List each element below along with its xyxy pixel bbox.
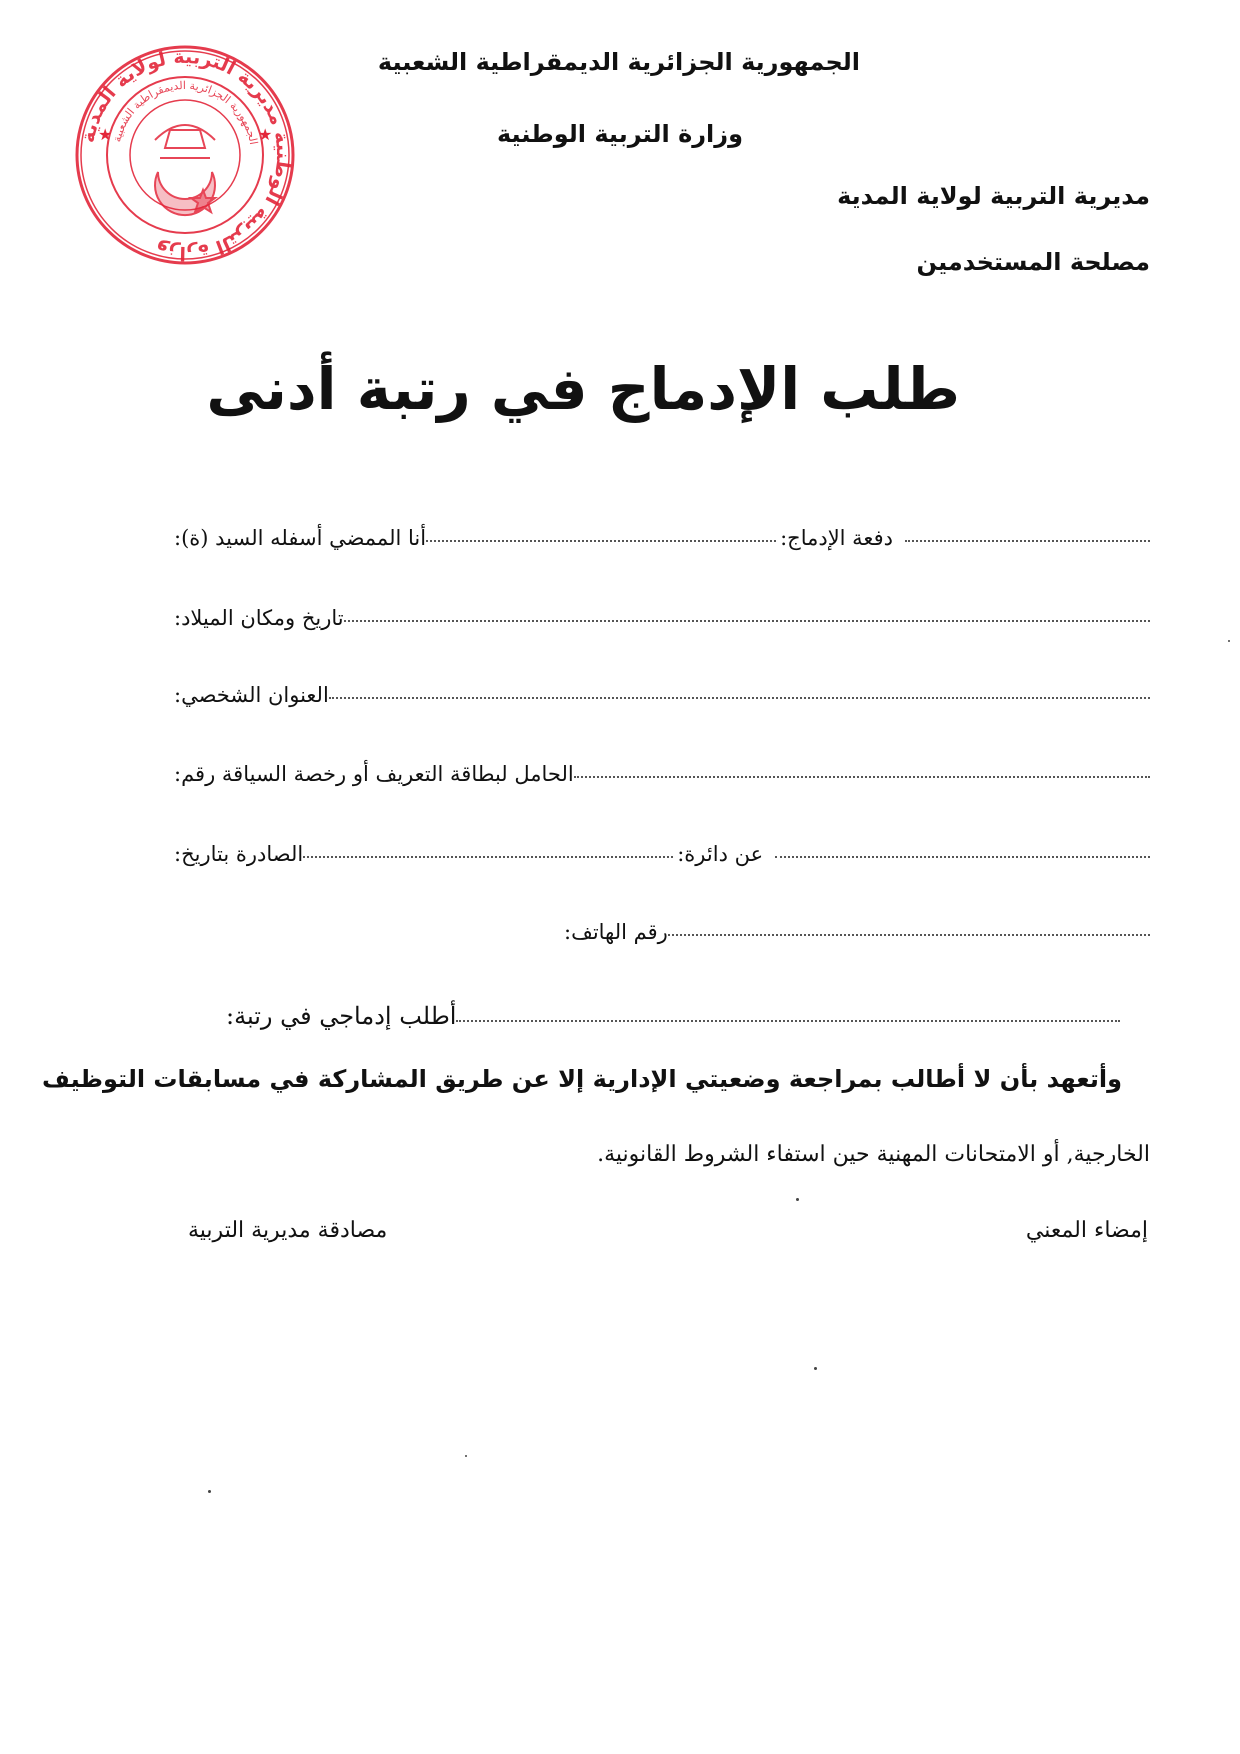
stamp-outer-text: وزارة التربية الوطنية مديرية التربية لولاية المدية [76,45,295,265]
phone-row [560,904,1150,944]
issued-date-label: الصادرة بتاريخ: [174,842,304,866]
republic-name: الجمهورية الجزائرية الديمقراطية الشعبية [377,48,860,76]
id-field[interactable] [574,775,1150,778]
scan-speck [208,1490,211,1493]
scan-speck [814,1367,817,1370]
address-field[interactable] [329,696,1150,699]
ministry-name: وزارة التربية الوطنية [496,120,744,148]
issued-by-label: عن دائرة: [677,842,764,866]
birth-label: تاريخ ومكان الميلاد: [174,606,344,630]
pledge-line-2: الخارجية, أو الامتحانات المهنية حين استفاء الشروط القانونية. [597,1142,1150,1167]
id-label: الحامل لبطاقة التعريف أو رخصة السياقة رقم: [174,762,574,786]
undersigned-label: أنا الممضي أسفله السيد (ة): [174,526,427,550]
svg-text:★: ★ [258,125,273,144]
approval-label: مصادقة مديرية التربية [188,1218,388,1243]
svg-text:★: ★ [98,125,113,144]
birth-field[interactable] [344,619,1150,622]
rank-label: أطلب إدماجي في رتبة: [226,1002,457,1030]
pledge-line-1: وأتعهد بأن لا أطالب بمراجعة وضعيتي الإدارية إلا عن طريق المشاركة في مسابقات التوظيف [41,1065,1122,1093]
undersigned-field[interactable] [426,539,776,542]
id-row [170,746,1150,786]
issued-row [170,826,1150,866]
rank-field[interactable] [456,1019,1120,1022]
stamp-inner-text: الجمهورية الجزائرية الديمقراطية الشعبية [110,78,261,146]
batch-field[interactable] [905,539,1150,542]
batch-label: دفعة الإدماج: [780,526,893,550]
address-label: العنوان الشخصي: [174,683,329,707]
issued-date-field[interactable] [303,855,673,858]
rank-row [222,990,1120,1030]
signature-label: إمضاء المعني [1025,1218,1148,1243]
algeria-emblem-icon [155,125,215,215]
scan-speck [1228,640,1230,642]
birth-row [170,590,1150,630]
issued-by-field[interactable] [775,855,1150,858]
scan-speck [796,1198,799,1201]
document-title: طلب الإدماج في رتبة أدنى [206,355,960,423]
official-stamp [70,40,300,270]
phone-field[interactable] [668,933,1150,936]
address-row [170,667,1150,707]
phone-label: رقم الهاتف: [564,920,668,944]
undersigned-row [170,510,1150,550]
service-name: مصلحة المستخدمين [916,248,1150,276]
directorate-name: مديرية التربية لولاية المدية [837,182,1150,210]
scan-speck [465,1455,467,1457]
